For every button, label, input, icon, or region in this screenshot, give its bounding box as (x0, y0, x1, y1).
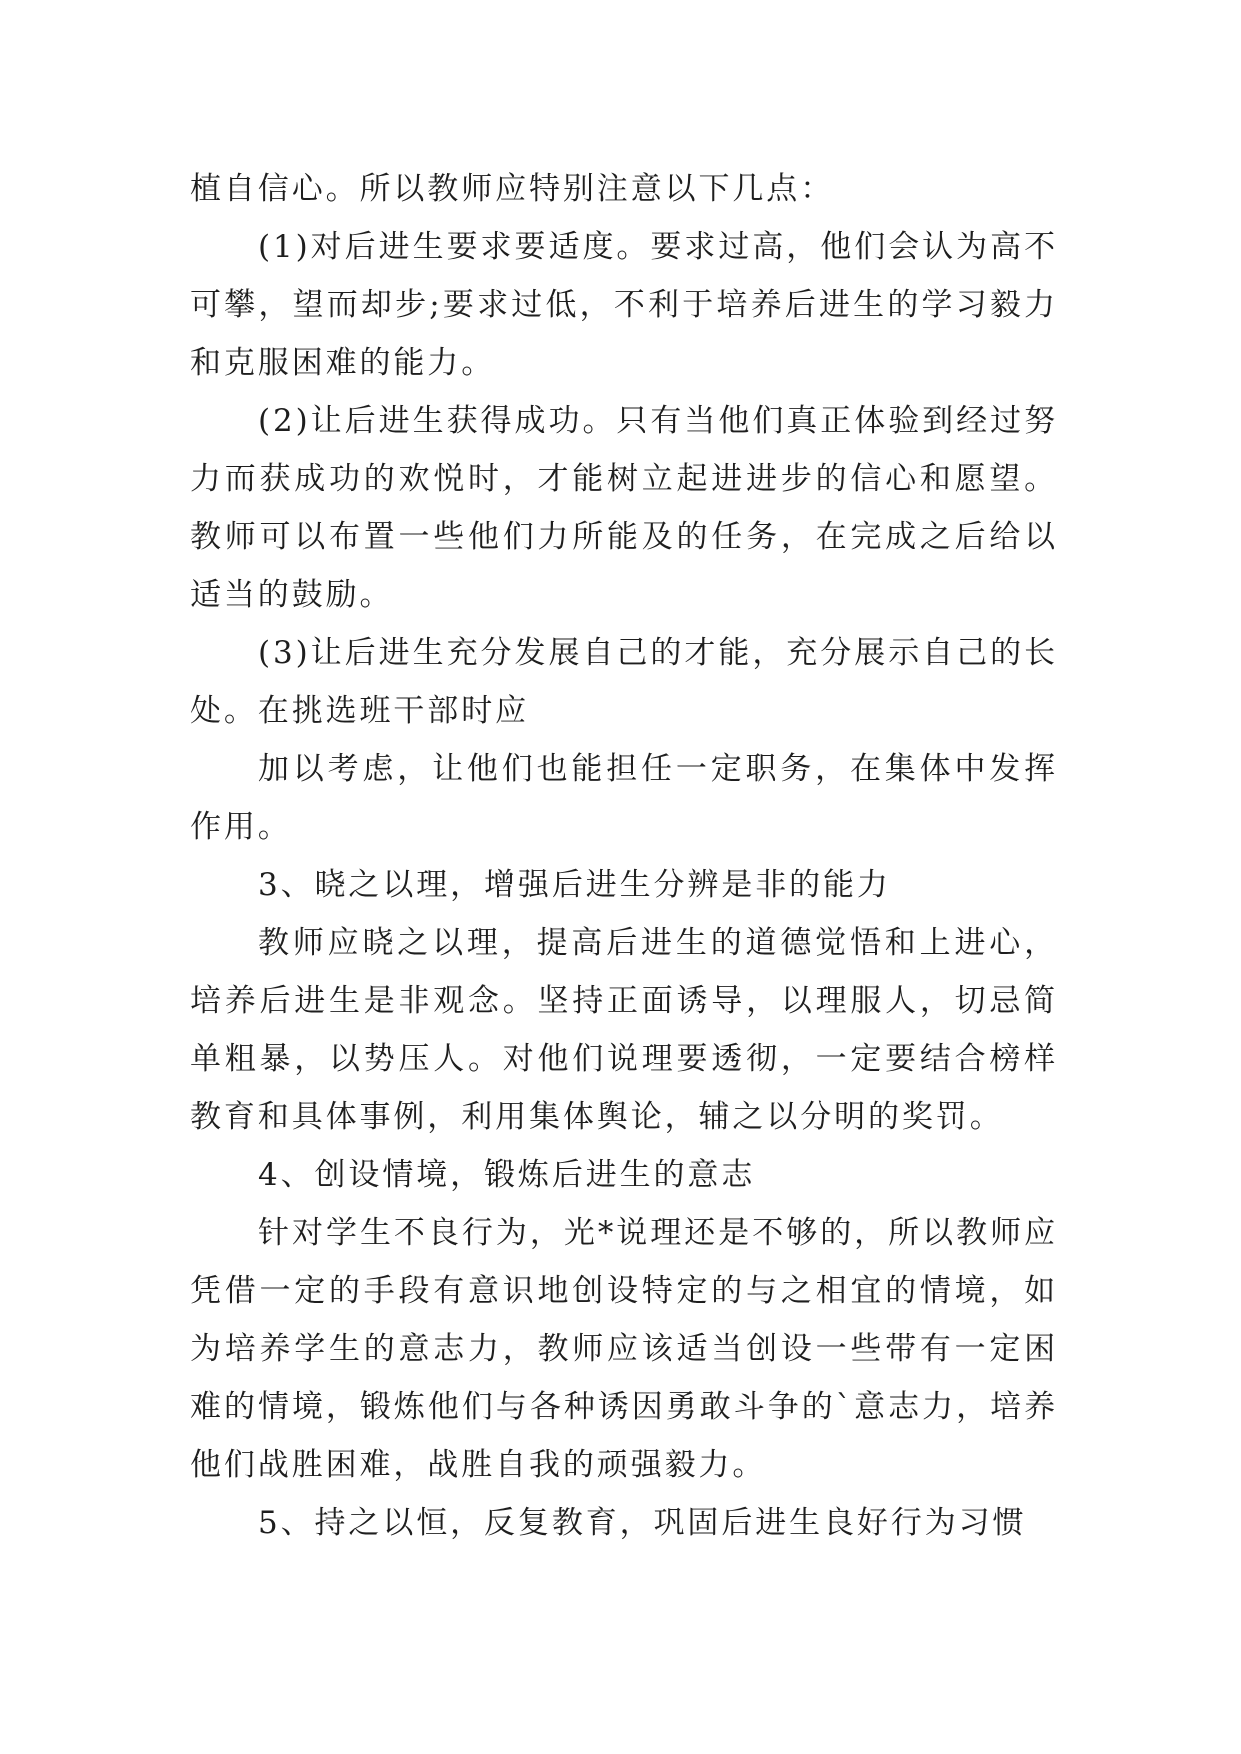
paragraph-5: 加以考虑，让他们也能担任一定职务，在集体中发挥作用。 (190, 751, 1058, 845)
paragraph-7: 针对学生不良行为，光*说理还是不够的，所以教师应凭借一定的手段有意识地创设特定的与之相宜的情境，如为培养学生的意志力，教师应该适当创设一些带有一定困难的情境，锻炼他们与各种诱因勇敢斗争的`意志力，培养他们战胜困难，战胜自我的顽强毅力。 (190, 1215, 1058, 1483)
section-heading-3: 3、晓之以理，增强后进生分辨是非的能力 (258, 867, 891, 903)
paragraph-2: (1)对后进生要求要适度。要求过高，他们会认为高不可攀，望而却步;要求过低，不利于培养后进生的学习毅力和克服困难的能力。 (190, 229, 1058, 381)
paragraph-6: 教师应晓之以理，提高后进生的道德觉悟和上进心，培养后进生是非观念。坚持正面诱导，以理服人，切忌简单粗暴，以势压人。对他们说理要透彻，一定要结合榜样教育和具体事例，利用集体舆论，辅之以分明的奖罚。 (190, 925, 1058, 1135)
section-heading-4: 4、创设情境，锻炼后进生的意志 (258, 1157, 756, 1193)
paragraph-4: (3)让后进生充分发展自己的才能，充分展示自己的长处。在挑选班干部时应 (190, 635, 1058, 729)
document-page (190, 160, 1058, 1552)
paragraph-3: (2)让后进生获得成功。只有当他们真正体验到经过努力而获成功的欢悦时，才能树立起进进步的信心和愿望。教师可以布置一些他们力所能及的任务，在完成之后给以适当的鼓励。 (190, 403, 1058, 613)
section-heading-5: 5、持之以恒，反复教育，巩固后进生良好行为习惯 (258, 1505, 1027, 1541)
paragraph-1: 植自信心。所以教师应特别注意以下几点： (190, 171, 835, 207)
